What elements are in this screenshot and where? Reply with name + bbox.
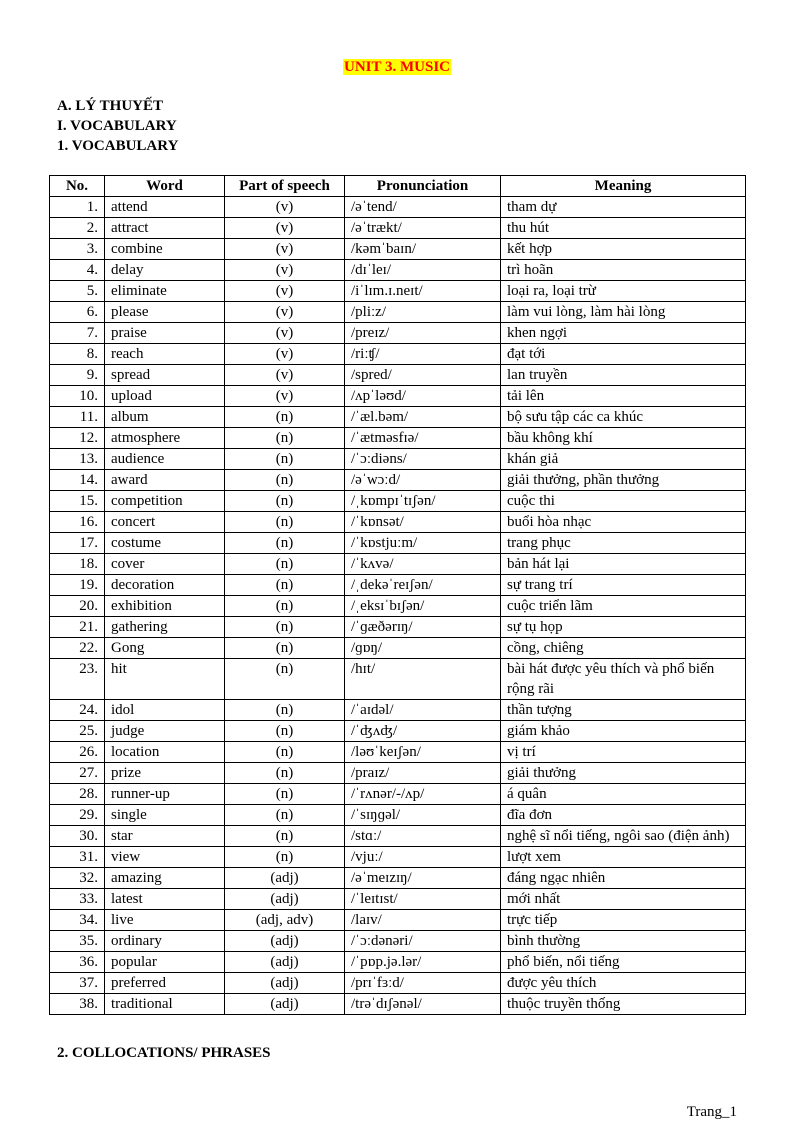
table-row [50,407,746,428]
cell-part-of-speech: (n) [225,826,345,847]
table-row [50,533,746,554]
table-row [50,491,746,512]
header-word: Word [105,176,225,197]
cell-word: amazing [105,868,225,889]
cell-no: 25. [50,721,105,742]
cell-meaning: giải thưởng [501,763,746,784]
cell-no: 35. [50,931,105,952]
table-row [50,763,746,784]
cell-no: 9. [50,365,105,386]
cell-pronunciation: /ˈætməsfɪə/ [345,428,501,449]
cell-word: hit [105,659,225,700]
table-row [50,784,746,805]
heading-vocabulary-list: 1. VOCABULARY [57,138,179,154]
cell-pronunciation: /ˈleɪtɪst/ [345,889,501,910]
cell-meaning: kết hợp [501,239,746,260]
table-row [50,617,746,638]
table-row [50,847,746,868]
cell-part-of-speech: (n) [225,784,345,805]
cell-no: 29. [50,805,105,826]
table-row [50,721,746,742]
cell-part-of-speech: (adj) [225,868,345,889]
cell-no: 2. [50,218,105,239]
cell-no: 38. [50,994,105,1015]
cell-meaning: nghệ sĩ nổi tiếng, ngôi sao (điện ảnh) [501,826,746,847]
cell-word: live [105,910,225,931]
cell-meaning: cuộc thi [501,491,746,512]
table-row [50,470,746,491]
table-row [50,868,746,889]
cell-part-of-speech: (adj) [225,994,345,1015]
cell-no: 21. [50,617,105,638]
cell-word: judge [105,721,225,742]
cell-meaning: cồng, chiêng [501,638,746,659]
cell-meaning: đĩa đơn [501,805,746,826]
cell-word: ordinary [105,931,225,952]
cell-meaning: trực tiếp [501,910,746,931]
cell-part-of-speech: (v) [225,365,345,386]
cell-no: 11. [50,407,105,428]
header-no: No. [50,176,105,197]
cell-part-of-speech: (v) [225,344,345,365]
cell-meaning: khán giả [501,449,746,470]
cell-no: 26. [50,742,105,763]
table-row [50,554,746,575]
cell-pronunciation: /pliːz/ [345,302,501,323]
table-row [50,910,746,931]
cell-part-of-speech: (v) [225,386,345,407]
table-row [50,260,746,281]
cell-word: award [105,470,225,491]
cell-meaning: đạt tới [501,344,746,365]
cell-meaning: được yêu thích [501,973,746,994]
table-row [50,889,746,910]
cell-no: 32. [50,868,105,889]
heading-theory: A. LÝ THUYẾT [57,98,163,114]
cell-word: spread [105,365,225,386]
cell-pronunciation: /ˈɡæðərɪŋ/ [345,617,501,638]
cell-word: please [105,302,225,323]
cell-pronunciation: /əˈmeɪzɪŋ/ [345,868,501,889]
cell-word: exhibition [105,596,225,617]
table-row [50,239,746,260]
page-number: Trang_1 [686,1104,737,1120]
cell-meaning: cuộc triển lãm [501,596,746,617]
table-row [50,449,746,470]
cell-pronunciation: /dɪˈleɪ/ [345,260,501,281]
cell-no: 17. [50,533,105,554]
table-row [50,302,746,323]
cell-no: 13. [50,449,105,470]
cell-pronunciation: /laɪv/ [345,910,501,931]
cell-part-of-speech: (adj) [225,952,345,973]
cell-word: location [105,742,225,763]
cell-pronunciation: /ʌpˈləʊd/ [345,386,501,407]
cell-pronunciation: /əˈtrækt/ [345,218,501,239]
cell-pronunciation: /kəmˈbaɪn/ [345,239,501,260]
cell-meaning: khen ngợi [501,323,746,344]
header-pronunciation: Pronunciation [345,176,501,197]
cell-word: delay [105,260,225,281]
cell-part-of-speech: (n) [225,659,345,700]
cell-meaning: lượt xem [501,847,746,868]
cell-part-of-speech: (n) [225,512,345,533]
cell-part-of-speech: (n) [225,470,345,491]
cell-word: gathering [105,617,225,638]
cell-part-of-speech: (n) [225,721,345,742]
table-row [50,281,746,302]
table-row [50,197,746,218]
cell-meaning: thuộc truyền thống [501,994,746,1015]
vocabulary-table-body [50,197,746,1015]
cell-word: concert [105,512,225,533]
cell-no: 31. [50,847,105,868]
table-row [50,952,746,973]
cell-part-of-speech: (n) [225,700,345,721]
cell-word: attend [105,197,225,218]
cell-pronunciation: /ˌeksɪˈbɪʃən/ [345,596,501,617]
cell-no: 33. [50,889,105,910]
table-row [50,365,746,386]
cell-part-of-speech: (n) [225,617,345,638]
cell-word: attract [105,218,225,239]
cell-meaning: vị trí [501,742,746,763]
cell-part-of-speech: (adj) [225,973,345,994]
cell-pronunciation: /ˌkɒmpɪˈtɪʃən/ [345,491,501,512]
table-row [50,700,746,721]
cell-meaning: trang phục [501,533,746,554]
cell-pronunciation: /ˈæl.bəm/ [345,407,501,428]
cell-no: 16. [50,512,105,533]
cell-word: atmosphere [105,428,225,449]
cell-meaning: lan truyền [501,365,746,386]
cell-meaning: á quân [501,784,746,805]
cell-word: eliminate [105,281,225,302]
cell-meaning: sự trang trí [501,575,746,596]
cell-no: 4. [50,260,105,281]
cell-word: prize [105,763,225,784]
cell-part-of-speech: (v) [225,197,345,218]
cell-no: 30. [50,826,105,847]
cell-meaning: bộ sưu tập các ca khúc [501,407,746,428]
cell-meaning: loại ra, loại trừ [501,281,746,302]
cell-part-of-speech: (adj) [225,931,345,952]
unit-title [0,58,794,76]
cell-meaning: sự tụ họp [501,617,746,638]
cell-word: decoration [105,575,225,596]
table-row [50,323,746,344]
cell-word: popular [105,952,225,973]
cell-part-of-speech: (n) [225,763,345,784]
cell-part-of-speech: (n) [225,742,345,763]
cell-pronunciation: /əˈwɔːd/ [345,470,501,491]
cell-part-of-speech: (v) [225,323,345,344]
heading-collocations: 2. COLLOCATIONS/ PHRASES [57,1045,271,1061]
cell-part-of-speech: (v) [225,218,345,239]
table-row [50,428,746,449]
cell-pronunciation: /stɑː/ [345,826,501,847]
table-row [50,931,746,952]
cell-pronunciation: /riːʧ/ [345,344,501,365]
cell-part-of-speech: (adj) [225,889,345,910]
table-row [50,805,746,826]
cell-no: 27. [50,763,105,784]
cell-no: 24. [50,700,105,721]
cell-pronunciation: /preɪz/ [345,323,501,344]
cell-word: idol [105,700,225,721]
cell-pronunciation: /hɪt/ [345,659,501,700]
table-row [50,344,746,365]
cell-word: latest [105,889,225,910]
table-row [50,596,746,617]
cell-word: reach [105,344,225,365]
cell-part-of-speech: (n) [225,805,345,826]
table-row [50,659,746,700]
cell-word: cover [105,554,225,575]
cell-pronunciation: /ləʊˈkeɪʃən/ [345,742,501,763]
cell-word: praise [105,323,225,344]
cell-part-of-speech: (n) [225,596,345,617]
cell-part-of-speech: (n) [225,428,345,449]
cell-word: view [105,847,225,868]
vocabulary-table [49,175,746,1015]
cell-meaning: tải lên [501,386,746,407]
cell-meaning: thu hút [501,218,746,239]
cell-no: 12. [50,428,105,449]
cell-part-of-speech: (n) [225,491,345,512]
cell-no: 19. [50,575,105,596]
cell-meaning: bình thường [501,931,746,952]
cell-word: single [105,805,225,826]
cell-pronunciation: /ˈpɒp.jə.lər/ [345,952,501,973]
table-row [50,973,746,994]
cell-no: 36. [50,952,105,973]
cell-meaning: đáng ngạc nhiên [501,868,746,889]
cell-word: upload [105,386,225,407]
cell-no: 23. [50,659,105,700]
cell-word: audience [105,449,225,470]
table-row [50,994,746,1015]
cell-no: 10. [50,386,105,407]
cell-word: Gong [105,638,225,659]
cell-part-of-speech: (n) [225,533,345,554]
cell-pronunciation: /vjuː/ [345,847,501,868]
cell-word: star [105,826,225,847]
cell-pronunciation: /iˈlɪm.ɪ.neɪt/ [345,281,501,302]
cell-part-of-speech: (v) [225,260,345,281]
cell-pronunciation: /ˈkʌvə/ [345,554,501,575]
table-header-row [50,176,746,197]
cell-word: preferred [105,973,225,994]
cell-word: competition [105,491,225,512]
cell-meaning: thần tượng [501,700,746,721]
unit-title-text: UNIT 3. MUSIC [344,59,450,75]
cell-meaning: giải thưởng, phần thưởng [501,470,746,491]
cell-pronunciation: /ˌdekəˈreɪʃən/ [345,575,501,596]
cell-pronunciation: /praɪz/ [345,763,501,784]
cell-part-of-speech: (v) [225,302,345,323]
cell-part-of-speech: (n) [225,449,345,470]
cell-pronunciation: /ˈaɪdəl/ [345,700,501,721]
cell-pronunciation: /ˈɔːdiəns/ [345,449,501,470]
cell-meaning: buổi hòa nhạc [501,512,746,533]
cell-pronunciation: /prɪˈfɜːd/ [345,973,501,994]
cell-meaning: bài hát được yêu thích và phổ biến rộng rãi [501,659,746,700]
cell-part-of-speech: (v) [225,239,345,260]
cell-part-of-speech: (adj, adv) [225,910,345,931]
cell-no: 6. [50,302,105,323]
cell-meaning: giám khảo [501,721,746,742]
cell-meaning: phổ biến, nổi tiếng [501,952,746,973]
cell-no: 7. [50,323,105,344]
header-meaning: Meaning [501,176,746,197]
table-row [50,575,746,596]
cell-word: album [105,407,225,428]
cell-no: 18. [50,554,105,575]
cell-no: 14. [50,470,105,491]
table-row [50,826,746,847]
cell-part-of-speech: (n) [225,407,345,428]
table-row [50,742,746,763]
cell-no: 28. [50,784,105,805]
table-row [50,512,746,533]
table-row [50,218,746,239]
cell-pronunciation: /trəˈdɪʃənəl/ [345,994,501,1015]
table-row [50,386,746,407]
cell-meaning: mới nhất [501,889,746,910]
cell-pronunciation: /spred/ [345,365,501,386]
cell-meaning: tham dự [501,197,746,218]
cell-no: 20. [50,596,105,617]
cell-no: 37. [50,973,105,994]
cell-part-of-speech: (n) [225,638,345,659]
heading-vocabulary-section: I. VOCABULARY [57,118,177,134]
cell-pronunciation: /ˈkɒnsət/ [345,512,501,533]
cell-part-of-speech: (n) [225,847,345,868]
cell-meaning: làm vui lòng, làm hài lòng [501,302,746,323]
cell-word: combine [105,239,225,260]
header-part-of-speech: Part of speech [225,176,345,197]
cell-pronunciation: /əˈtend/ [345,197,501,218]
cell-no: 3. [50,239,105,260]
cell-no: 22. [50,638,105,659]
cell-part-of-speech: (v) [225,281,345,302]
cell-meaning: bản hát lại [501,554,746,575]
cell-no: 8. [50,344,105,365]
cell-pronunciation: /ˈkɒstjuːm/ [345,533,501,554]
cell-part-of-speech: (n) [225,575,345,596]
cell-no: 34. [50,910,105,931]
cell-part-of-speech: (n) [225,554,345,575]
table-row [50,638,746,659]
cell-pronunciation: /ˈɔːdənəri/ [345,931,501,952]
cell-no: 15. [50,491,105,512]
cell-word: costume [105,533,225,554]
cell-meaning: trì hoãn [501,260,746,281]
cell-word: runner-up [105,784,225,805]
cell-pronunciation: /ˈsɪŋɡəl/ [345,805,501,826]
cell-no: 1. [50,197,105,218]
cell-pronunciation: /ˈʤʌʤ/ [345,721,501,742]
cell-word: traditional [105,994,225,1015]
cell-no: 5. [50,281,105,302]
cell-pronunciation: /ˈrʌnər/-/ʌp/ [345,784,501,805]
cell-pronunciation: /ɡɒŋ/ [345,638,501,659]
cell-meaning: bầu không khí [501,428,746,449]
